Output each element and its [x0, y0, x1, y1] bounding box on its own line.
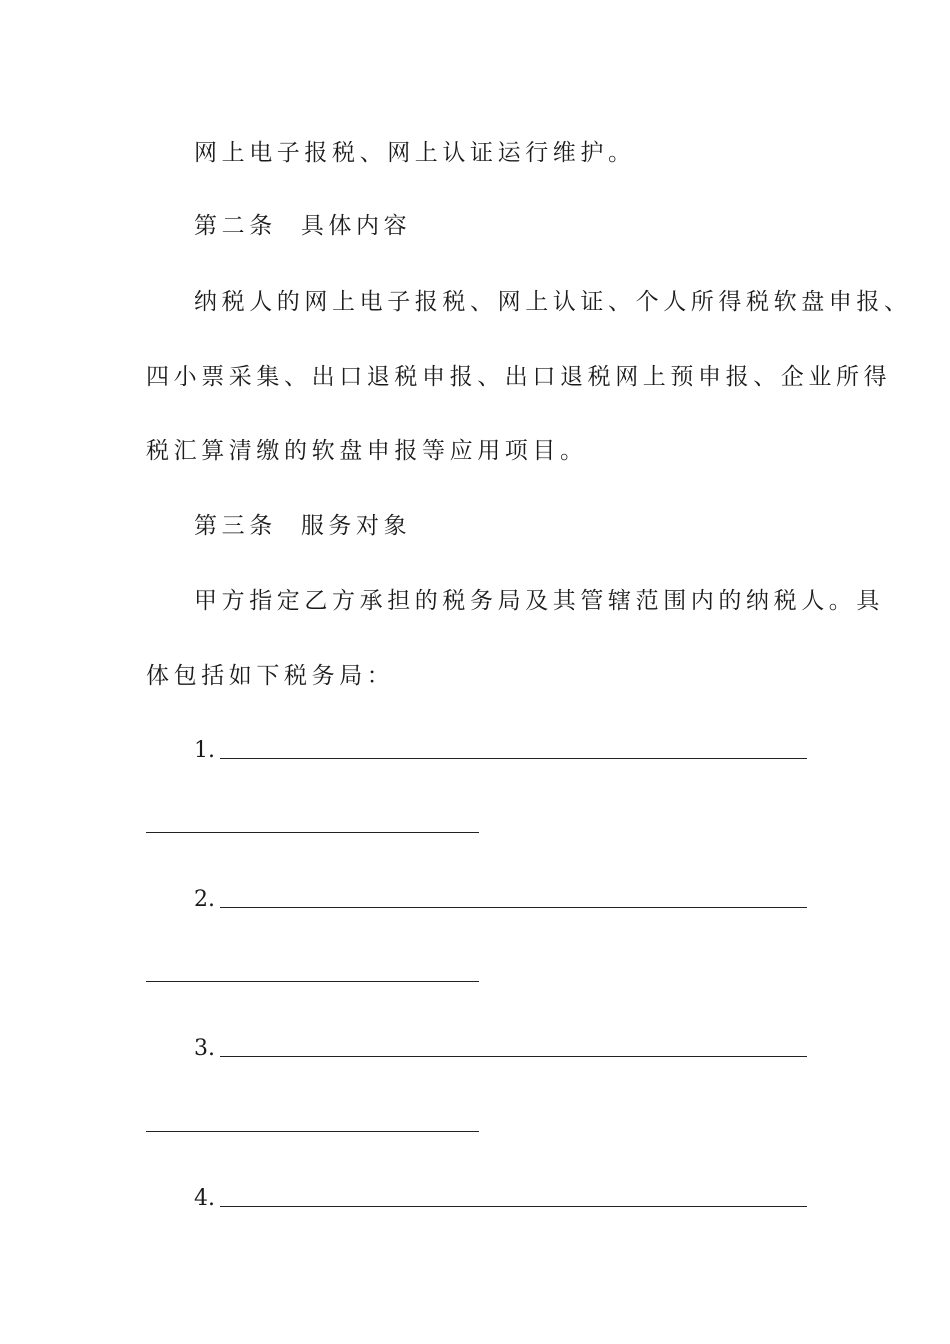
blank-item-number: 4.: [194, 1186, 215, 1211]
blank-item-3: [194, 1034, 218, 1064]
fill-in-line[interactable]: [220, 1206, 807, 1207]
article-2-title: 具体内容: [300, 213, 412, 239]
blank-item-2: [194, 885, 218, 915]
blank-item-number: 1.: [194, 738, 215, 763]
article-2-number: 第二条: [194, 213, 277, 239]
paragraph-scope-line-2: 体包括如下税务局：: [146, 663, 395, 689]
blank-item-4: [194, 1184, 218, 1214]
fill-in-line-continuation[interactable]: [146, 981, 479, 982]
article-3-number: 第三条: [194, 513, 277, 539]
paragraph-content-line-2: 四小票采集、出口退税申报、出口退税网上预申报、企业所得: [146, 364, 892, 390]
blank-item-1: [194, 736, 218, 766]
fill-in-line[interactable]: [220, 907, 807, 908]
fill-in-line[interactable]: [220, 1056, 807, 1057]
paragraph-content-line-3: 税汇算清缴的软盘申报等应用项目。: [146, 438, 588, 464]
paragraph-scope-line-1: 甲方指定乙方承担的税务局及其管辖范围内的纳税人。具: [194, 588, 884, 614]
paragraph-intro: 网上电子报税、网上认证运行维护。: [194, 140, 636, 166]
fill-in-line-continuation[interactable]: [146, 832, 479, 833]
article-2-heading: [194, 211, 411, 241]
blank-item-number: 3.: [194, 1036, 215, 1061]
blank-item-number: 2.: [194, 887, 215, 912]
fill-in-line-continuation[interactable]: [146, 1131, 479, 1132]
fill-in-line[interactable]: [220, 758, 807, 759]
article-3-heading: [194, 511, 411, 541]
article-3-title: 服务对象: [300, 513, 412, 539]
paragraph-content-line-1: 纳税人的网上电子报税、网上认证、个人所得税软盘申报、: [194, 289, 912, 315]
